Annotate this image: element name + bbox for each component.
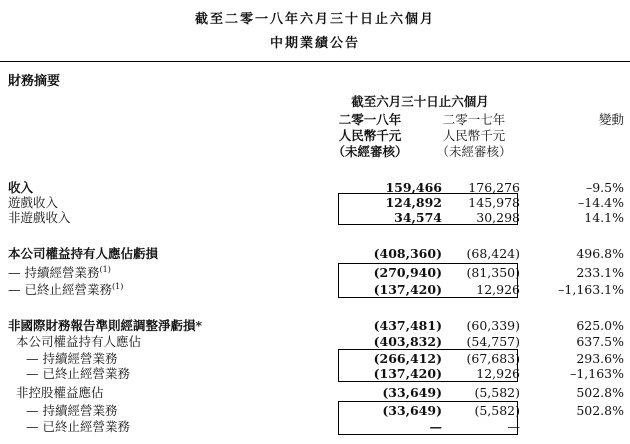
row-label-text: 本公司權益持有人應佔虧損 <box>8 246 159 261</box>
row-label-text: — 已終止經營業務 <box>26 419 130 434</box>
value-2017: 176,276 <box>468 180 520 195</box>
row-label-text: — 持續經營業務 <box>26 403 118 418</box>
col-2018-unit: 人民幣千元 <box>338 128 402 143</box>
change-percent: –9.5% <box>585 180 624 195</box>
col-2018-note: （未經審核） <box>332 144 408 159</box>
change-percent: –1,163.1% <box>558 282 624 297</box>
document-title: 截至二零一八年六月三十日止六個月 <box>194 12 435 27</box>
footnote-marker: (1) <box>111 281 124 291</box>
change-percent: 293.6% <box>576 351 624 366</box>
row-label-text: 非控股權益應佔 <box>16 385 104 400</box>
col-2018-year: 二零一八年 <box>338 112 402 127</box>
change-percent: 502.8% <box>576 385 624 400</box>
change-percent: –14.4% <box>578 195 624 210</box>
value-2017: (67,683) <box>466 351 520 366</box>
title-divider <box>0 61 630 62</box>
value-2017: — <box>507 419 520 434</box>
row-label <box>26 403 117 419</box>
row-label <box>8 282 123 298</box>
value-2017: (54,757) <box>466 334 520 349</box>
value-2017: 12,926 <box>476 282 520 297</box>
change-percent: –1,163% <box>570 366 624 381</box>
row-label <box>26 419 130 435</box>
value-2017: 12,926 <box>476 366 520 381</box>
change-percent: 496.8% <box>576 246 624 261</box>
row-label-text: — 已終止經營業務 <box>26 366 130 381</box>
row-label-text: — 持續經營業務 <box>8 265 100 280</box>
row-label <box>8 195 58 211</box>
col-2017-note: （未經審核） <box>436 144 512 159</box>
row-label <box>16 334 141 350</box>
value-2018: (266,412) <box>373 351 442 366</box>
row-label <box>8 318 202 334</box>
row-label <box>8 180 33 196</box>
change-percent: 502.8% <box>576 403 624 418</box>
value-2017: (5,582) <box>474 403 520 418</box>
value-2018: (137,420) <box>373 282 442 297</box>
row-label <box>8 246 158 262</box>
value-2018: (33,649) <box>382 403 442 418</box>
row-label <box>16 385 104 401</box>
value-2017: 145,978 <box>468 195 520 210</box>
value-2018: — <box>429 419 442 434</box>
col-2017-year: 二零一七年 <box>442 112 506 127</box>
value-2017: (81,350) <box>466 265 520 280</box>
value-2018: 159,466 <box>385 180 442 195</box>
row-label <box>8 210 71 226</box>
period-header: 截至六月三十日止六個月 <box>351 94 489 109</box>
row-label-text: 非遊戲收入 <box>8 210 71 225</box>
row-label <box>26 366 130 382</box>
value-2018: (437,481) <box>373 318 442 333</box>
value-2018: (270,940) <box>373 265 442 280</box>
value-2018: (137,420) <box>373 366 442 381</box>
value-2017: (60,339) <box>466 318 520 333</box>
change-percent: 233.1% <box>576 265 624 280</box>
value-2017: (68,424) <box>466 246 520 261</box>
value-2018: (33,649) <box>382 385 442 400</box>
value-2017: 30,298 <box>476 210 520 225</box>
row-label-text: 遊戲收入 <box>8 195 59 210</box>
value-2018: (403,832) <box>373 334 442 349</box>
change-percent: 625.0% <box>576 318 624 333</box>
row-label-text: — 持續經營業務 <box>26 351 118 366</box>
value-2017: (5,582) <box>474 385 520 400</box>
change-percent: 14.1% <box>584 210 624 225</box>
col-2017-unit: 人民幣千元 <box>442 128 506 143</box>
value-2018: (408,360) <box>373 246 442 261</box>
value-2018: 124,892 <box>385 195 442 210</box>
row-label-text: 本公司權益持有人應佔 <box>16 334 142 349</box>
change-percent: 637.5% <box>576 334 624 349</box>
section-title: 財務摘要 <box>8 74 61 89</box>
row-label-text: — 已終止經營業務 <box>8 282 112 297</box>
row-label <box>26 351 117 367</box>
row-label-text: 非國際財務報告準則經調整淨虧損* <box>8 318 203 333</box>
footnote-marker: (1) <box>99 264 111 274</box>
document-subtitle: 中期業績公告 <box>269 36 360 51</box>
value-2018: 34,574 <box>394 210 442 225</box>
row-label <box>8 265 111 281</box>
row-label-text: 收入 <box>8 180 34 195</box>
change-header: 變動 <box>598 112 624 127</box>
